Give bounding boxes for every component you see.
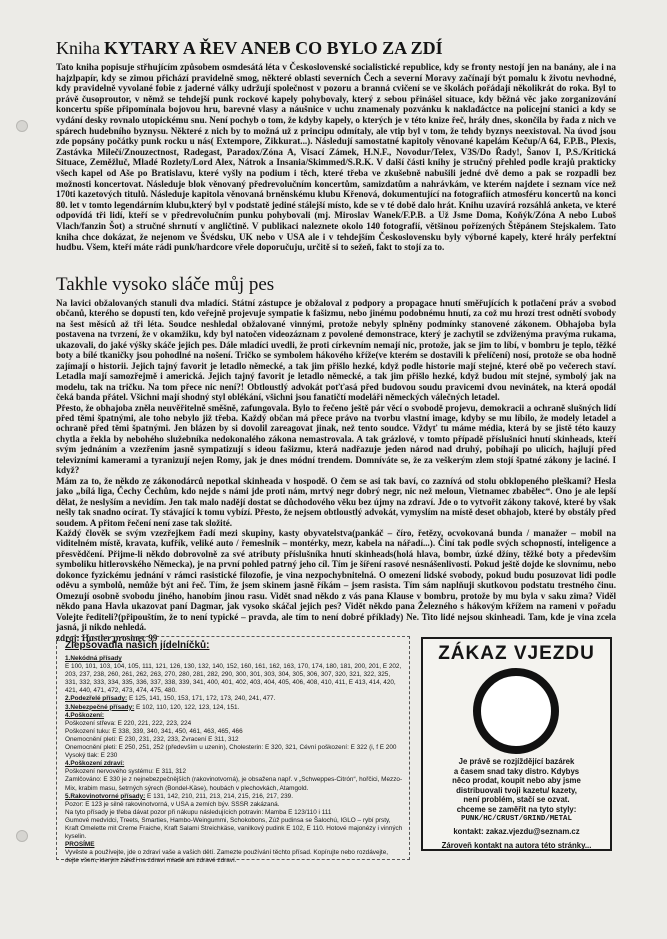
additive-line bbox=[65, 841, 403, 849]
ad-box bbox=[421, 637, 612, 851]
no-entry-sign-icon bbox=[474, 669, 558, 753]
additive-line bbox=[65, 809, 403, 817]
book-review-text: Tato kniha popisuje střhujícím způsobem osmdesátá léta v Československé socialistické republice, kdy se fronty nestojí jen na banány, ale i na hajzlpapír, kdy se zimou přichází pravidelně smog, některé oblasti severních Čech a severní Moravy začínají být pomalu k životu nevhodné, kdy pravidelně vyvolané fobie z jaderné války udržují společnost v pozoru a branná cvičení se ve školách pořádají několikrát do roka. Byl to právě čusoproutor, v němž se tehdejší punk rockové kapely pohybovaly, který z sebou přinášel situace, kdy běžná věc jako zorganizování koncertu spíše připomínala bojovou hru, barevné vlasy a náušnice v uchu znamenaly pozvánku k naklađáctce na policejní stanici a kdy se vydání desky rovnalo utopickému snu. Není pochyb o tom, že kdyby kapely, o kterých je v této knize řeč, hrály dnes, skončila by řada z nich ve spárech hudebního byznysu. Některé z nich by to možná už z principu odmítaly, ale vtip byl v tom, že tehdy byznys neexistoval. Na úvod jsou zde popsány počátky punk rocku u nás( Extempore, Zikkurat...). Následují samostatné kapitoly věnované kapelám Kečup/A 64, F.P.B., Plexis, Zastávka Milečí/Znouzectnost, Radegast, Paradox/Zóna A, Visací Zámek, H.N.F., Novodur/Telex, V3S/Do Řady!, Šanov I, P.S./Kritická Situace, Zeměžluč, Mladé Rozlety/Lord Alex, Nátrok a Insania/Skimmed/S.R.K. V další části knihy je stručný přehled podle krajů prakticky všech kapel od Aše po Bratislavu, které vyšly na podium i těch, které třeba ve zkušebně nabušili jedné dvě demo a pak se rozpadli bez možnosti koncertovat. Následuje blok věnovaný předrevolučním koncertům, samizdatům a nahrávkám, ve kterém najdete i seznam více než 170ti kazetových titulů. Následuje kapitola věnovaná brněnskému klubu Křenová, dokumentující na fotografiích atmosféru koncertů na konci 80. let v tomto legendárním klubu,který byl v podstatě jediné stálejší místo, kde se v té době dalo hrát. Knihu uzavírá rozsáhlá anketa, ve které odpovídá tři lidí, kteří se v předrevolučním punku pohybovali (mj. Miroslav Wanek/F.P.B. a Už Jsme Doma, Koňýk/Zóna A nebo Luboš Vlach/fanzin Šot) a stručné shrnutí v angličtině. V publikaci naleznete okolo 140 fotografií, většinou pořízených Štěpánem Stejskalem. Tato kniha chce dokázat, že nejenom ve Švédsku, UK nebo v USA ale i v tehdejším Československu byly výborné kapely, které hrály perfektní hudbu. Všem, kteří máte rádi punk/hardcore vřele doporučuju, určitě si to sežeň, fakt to stojí za to. bbox=[56, 62, 616, 253]
additive-text: Poškození střeva: E 220, 221, 222, 223, 224 bbox=[65, 719, 192, 727]
additive-line bbox=[65, 776, 403, 792]
additive-text: Pozor: E 123 je silně rakovinotvorná, v USA a zemích býv. SSSR zakázaná. bbox=[65, 800, 280, 808]
additive-text: Onemocnění pleti: E 250, 251, 252 (především u uzenin), Cholesterin: E 320, 321, Cévní poškození: E 322 (i, f E 200 bbox=[65, 744, 397, 752]
additive-category: 2.Podezřelé přísady: bbox=[65, 695, 128, 703]
additive-line bbox=[65, 655, 403, 663]
additive-category: 3.Nebezpečné přísady: bbox=[65, 703, 135, 711]
additive-text: E 102, 110, 120, 122, 123, 124, 151. bbox=[136, 703, 240, 711]
additives-title: Zlepšovadla našich jídelníčků: bbox=[65, 640, 210, 651]
additive-text: Na tyto přísady je třeba dávat pozor při nákupu následujících potravin: Mamba E 123/110 i 111 bbox=[65, 808, 332, 816]
punch-hole bbox=[16, 120, 28, 132]
additive-text: E 125, 141, 150, 153, 171, 172, 173, 240, 241, 477. bbox=[128, 695, 276, 703]
title-main: KYTARY A ŘEV ANEB CO BYLO ZA ZDÍ bbox=[104, 38, 443, 58]
additives-list bbox=[65, 655, 403, 865]
additive-line bbox=[65, 704, 403, 712]
additive-text: E 131, 142, 210, 211, 213, 214, 215, 216, 217, 239. bbox=[147, 792, 293, 800]
additive-line bbox=[65, 849, 403, 865]
additive-line bbox=[65, 752, 403, 760]
ad-styles: PUNK/HC/CRUST/GRIND/METAL bbox=[461, 814, 572, 823]
additive-line bbox=[65, 663, 403, 695]
additive-category: PROSÍME bbox=[65, 841, 95, 849]
additive-category: 1.Nekódná přísady bbox=[65, 655, 122, 662]
additive-line bbox=[65, 817, 403, 841]
additive-text: Vysoký tlak: E 230 bbox=[65, 752, 118, 760]
ad-footer: Zároveň kontakt na autora této stránky... bbox=[441, 840, 592, 850]
article-source: zdroj: Hustler prosinec 99 bbox=[56, 632, 158, 643]
additive-line bbox=[65, 695, 403, 703]
additive-text: Onemocnění pleti: E 230, 231, 232, 233, Zvracení E 311, 312 bbox=[65, 735, 239, 743]
article-paragraph: Mám za to, že někdo ze zákonodárců nepotkal skinheada v hospodě. O čem se asi tak baví, co zaznívá od stolu obklopeného pleškami? Hesla jako „bílá liga, Čechy Čechům, kdo nejde s námi jde proti nám, mrtvý negr dobrý negr, nic než meloun, Vietnamec zbabělec“. Ono je ale lepší dělat, že neslyším a nevidím. Jen tak malo nadějí dostat se důchodového věku bez újmy na zdraví. Jde o to vytvořit zákony takové, které by však nešly tak snadno ocírat. Ty stávající k tomu vybízí. Přesto, že nejsem obtloustlý advokát, vymyslím na místě deset obhajob, které by obstály před soudem. A přitom řečení není zase tak složité. bbox=[56, 475, 616, 528]
additive-text: Poškození nervového systému: E 311, 312 bbox=[65, 768, 187, 776]
additive-line bbox=[65, 793, 403, 801]
article-paragraph: Přesto, že obhajoba zněla neuvěřitelně směšně, zafungovala. Bylo to řečeno ještě pár věcí o svobodě projevu, demokracii a ochraně slušných lidí před těmi špatnými, ale toho nebylo již třeba. Každý občan má přece právo na tvorbu vlastní image, kdyby se mu líbilo, že modely letadel a ochraně před těmi špatnými. Jen blázen by si dovolil zareagovat jinak, než tento soudce. Vždyť tu máme média, která by se jistě této kauzy chytla a řekla by nebohého služebníka nedokonalého zákona nemastrovala. A tak grázlové, v tomto případě příslušníci hnutí skinheads, kteří svým jednáním a vzezřením jasně sympatizují s ideou fašizmu, která nadřazuje jeden národ nad druhý, pobíhají po ulicích, hajlují před televizními kamerami a tyranizují nejen Romy, jak je dnes módní trendem. Domníváte se, že za veškerým zlem stojí špatné zákony je laciné. I když? bbox=[56, 402, 616, 476]
ad-contact[interactable]: kontakt: zakaz.vjezdu@seznam.cz bbox=[453, 827, 580, 837]
ad-text-line: chceme se zaměřit na tyto styly: bbox=[456, 804, 577, 814]
additive-line bbox=[65, 760, 403, 768]
ad-text-line: není problém, stačí se ozvat. bbox=[463, 795, 570, 805]
additive-line bbox=[65, 736, 403, 744]
additive-line bbox=[65, 720, 403, 728]
additive-text: Zamlčováno: E 330 je z nejnebezpečnějších (rakovinotvorná), je obsažena např. v „Schweppes-Citrón“, hořčici, Mezzo-Mix, krabim masu, šetrných sýrech (Bondel-Käse), houbách v plechovkách, Atamgold. bbox=[65, 776, 403, 792]
punch-hole bbox=[16, 830, 28, 842]
article-paragraph: Každý člověk se svým vzezřejkem řadí mezi skupiny, kasty obyvatelstva(pankáč – číro, řetězy, ocvokovaná bunda / manažer – mobil na viditelném místě, kravata, kufřík, veliké auto / řemeslník – montérky, mezr, kabela na nářadí...). Činí tak podle svých schopností, inteligence a přesvědčení. Přijme-li někdo dobrovolně za své atributy příslušníka hnutí skinheads(holá hlava, bombr, úzké džíny, těžké boty a především symboliku hitlerovského Německa), je na první pohled patrný jeho cíl. Tím je šíření rasové nesnášenlivosti. Pokud ještě dojde ke slovnímu, nebo dokonce fyzickému jednání v rámci rasistické filozofie, je vina nezpochybnitelná. O omezení lidské svobody, pokud budu posuzovat lidi podle oděvu a symbolů, nemůže být ani řeč. Tím, že jsem skinem jasně říkám – jsem rasista. Tím sám naplňuji skutkovou podstatu trestného činu. Omezují osobně svobodu jiného, hanobím jinou rasu. Vidět snad někdo z vás pana Klause v bombru, protože by mu byla v saku zima? Viděl někdo pana Havla ukazovat paní Dagmar, jak vysoko skáčal jejich pes? Vidět někdo pana Železného s hákovým křížem na rameni v pořadu Volejte řediteli?(připouštím, že to není typické – pravda, ale tím to není dobré příklady) Ne. Tito lidé nejsou skinheadi. Tam, kde je vina zcela jasná, ji nikdo nehledá. bbox=[56, 527, 616, 633]
ad-text-line: Je právě se rozjíždějící bazárek bbox=[458, 757, 575, 766]
additive-line bbox=[65, 801, 403, 809]
ad-text bbox=[431, 757, 602, 850]
additive-line bbox=[65, 744, 403, 752]
ad-text-line: a časem snad taky distro. Kdybys bbox=[453, 766, 580, 776]
additive-category: 5.Rakovinotvorné přísady: bbox=[65, 792, 146, 800]
ad-text-line: něco prodat, koupit nebo aby jsme bbox=[452, 776, 581, 786]
ad-title: ZÁKAZ VJEZDU bbox=[438, 643, 595, 664]
additive-text: E 100, 101, 103, 104, 105, 111, 121, 126, 130, 132, 140, 152, 160, 161, 162, 163, 170, 174, 180, 181, 200, 201, E 202, 203, 237, 238, 260, 261, 262, 263, 270, 280, 281, 282, 290, 300, 301, 303, 304, 305, 306, 307, 320, 321, 322, 325, 331, 332, 333, 334, 335, 336, 337, 338, 339, 341, 400, 401, 402, 403, 404, 405, 406, 408, 410, 411, E 413, 414, 420, 421, 440, 471, 472, 473, 474, 475, 480. bbox=[65, 663, 402, 695]
ad-text-line: distribuovali tvoji kazetu/ kazety, bbox=[456, 785, 577, 795]
additive-line bbox=[65, 768, 403, 776]
additive-text: Gumové medvídci, Treets, Smarties, Hambo-Weingummi, Schokobons, Zúž pudinsa se Šalochú, IGLO – rybí prsty, Kraft Omelette mit Creme Fraiche, Kraft Salami Streichkäse, vanilkový pudink E 102, E 110. Hotové majonézy i vinných kyselin. bbox=[65, 816, 403, 841]
additives-box bbox=[56, 636, 410, 865]
additive-text: Poškození tuku: E 338, 339, 340, 341, 450, 461, 463, 465, 466 bbox=[65, 727, 243, 735]
additive-line bbox=[65, 728, 403, 736]
article-heading: Takhle vysoko sláče můj pes bbox=[56, 274, 275, 295]
additive-category: 4.Poškození: bbox=[65, 711, 105, 719]
book-title bbox=[56, 36, 616, 60]
additive-text: Vyvěste a používejte, jde o zdraví vaše a vašich dětí. Zamezte používání těchto přísad. Kopírujte nebo rozdávejte, dejte všem, kterým záleží na zdraví mladé ani zdravé zdraví. bbox=[65, 849, 389, 865]
additive-line bbox=[65, 712, 403, 720]
article-paragraph: Na lavici obžalovaných stanuli dva mladíci. Státní zástupce je obžaloval z podpory a propagace hnutí směřujících k potlačení práv a svobod občanů, kterého se dopustí ten, kdo veřejně projevuje sympatie k fašizmu, nebo jinému podobnému hnutí, za což mu hrozí trest odnětí svobody na šest měsíců až tři léta. Soudce neshledal obžalované vinnými, protože nebyly splněny podmínky stanovené zákonem. Obhajoba byla postavena na tvrzení, že v okamžiku, kdy byl natočen videozáznam z povolené demonstrace, který je zachytil se zdviženýma pravýma rukama, ukazovali, do jaké výšky skáče jejich pes. Dále mladíci uvedli, že proti církevním nemají nic, protože, jak se jim to líbí, v bombru je teplo, těžké boty a bílé tkaničky jsou pohodlné na nošení. Tričko se symbolem hákového kříže(ve kterém se dostavili k přelíčení) nosí, protože se oba hodně zajímají o historii. Jejich tajný favorit je letadlo německé, a tak jim přišlo hezké, když podle historie mají stejné, které obě po večerech staví. Letadla mají samozřejmě i americká. Jejich tajný favorit je letadlo německé, a tak jim přišlo hezké, když budou mít stejné, symbolý jak na modelu, tak na tričku. Na tom přece nic není?! Obtloustlý advokát poťťasá před budovou soudu pravicemi dvou nevinátek, na která opodál čeká banda přátel. Všichni mají shodný styl oblékání, všichni jsou fanatičtí modeláři německých válečných letadel. bbox=[56, 298, 616, 403]
title-prefix: Kniha bbox=[56, 38, 100, 58]
additive-category: 4.Poškození zdraví: bbox=[65, 760, 125, 768]
article-body bbox=[56, 298, 616, 643]
